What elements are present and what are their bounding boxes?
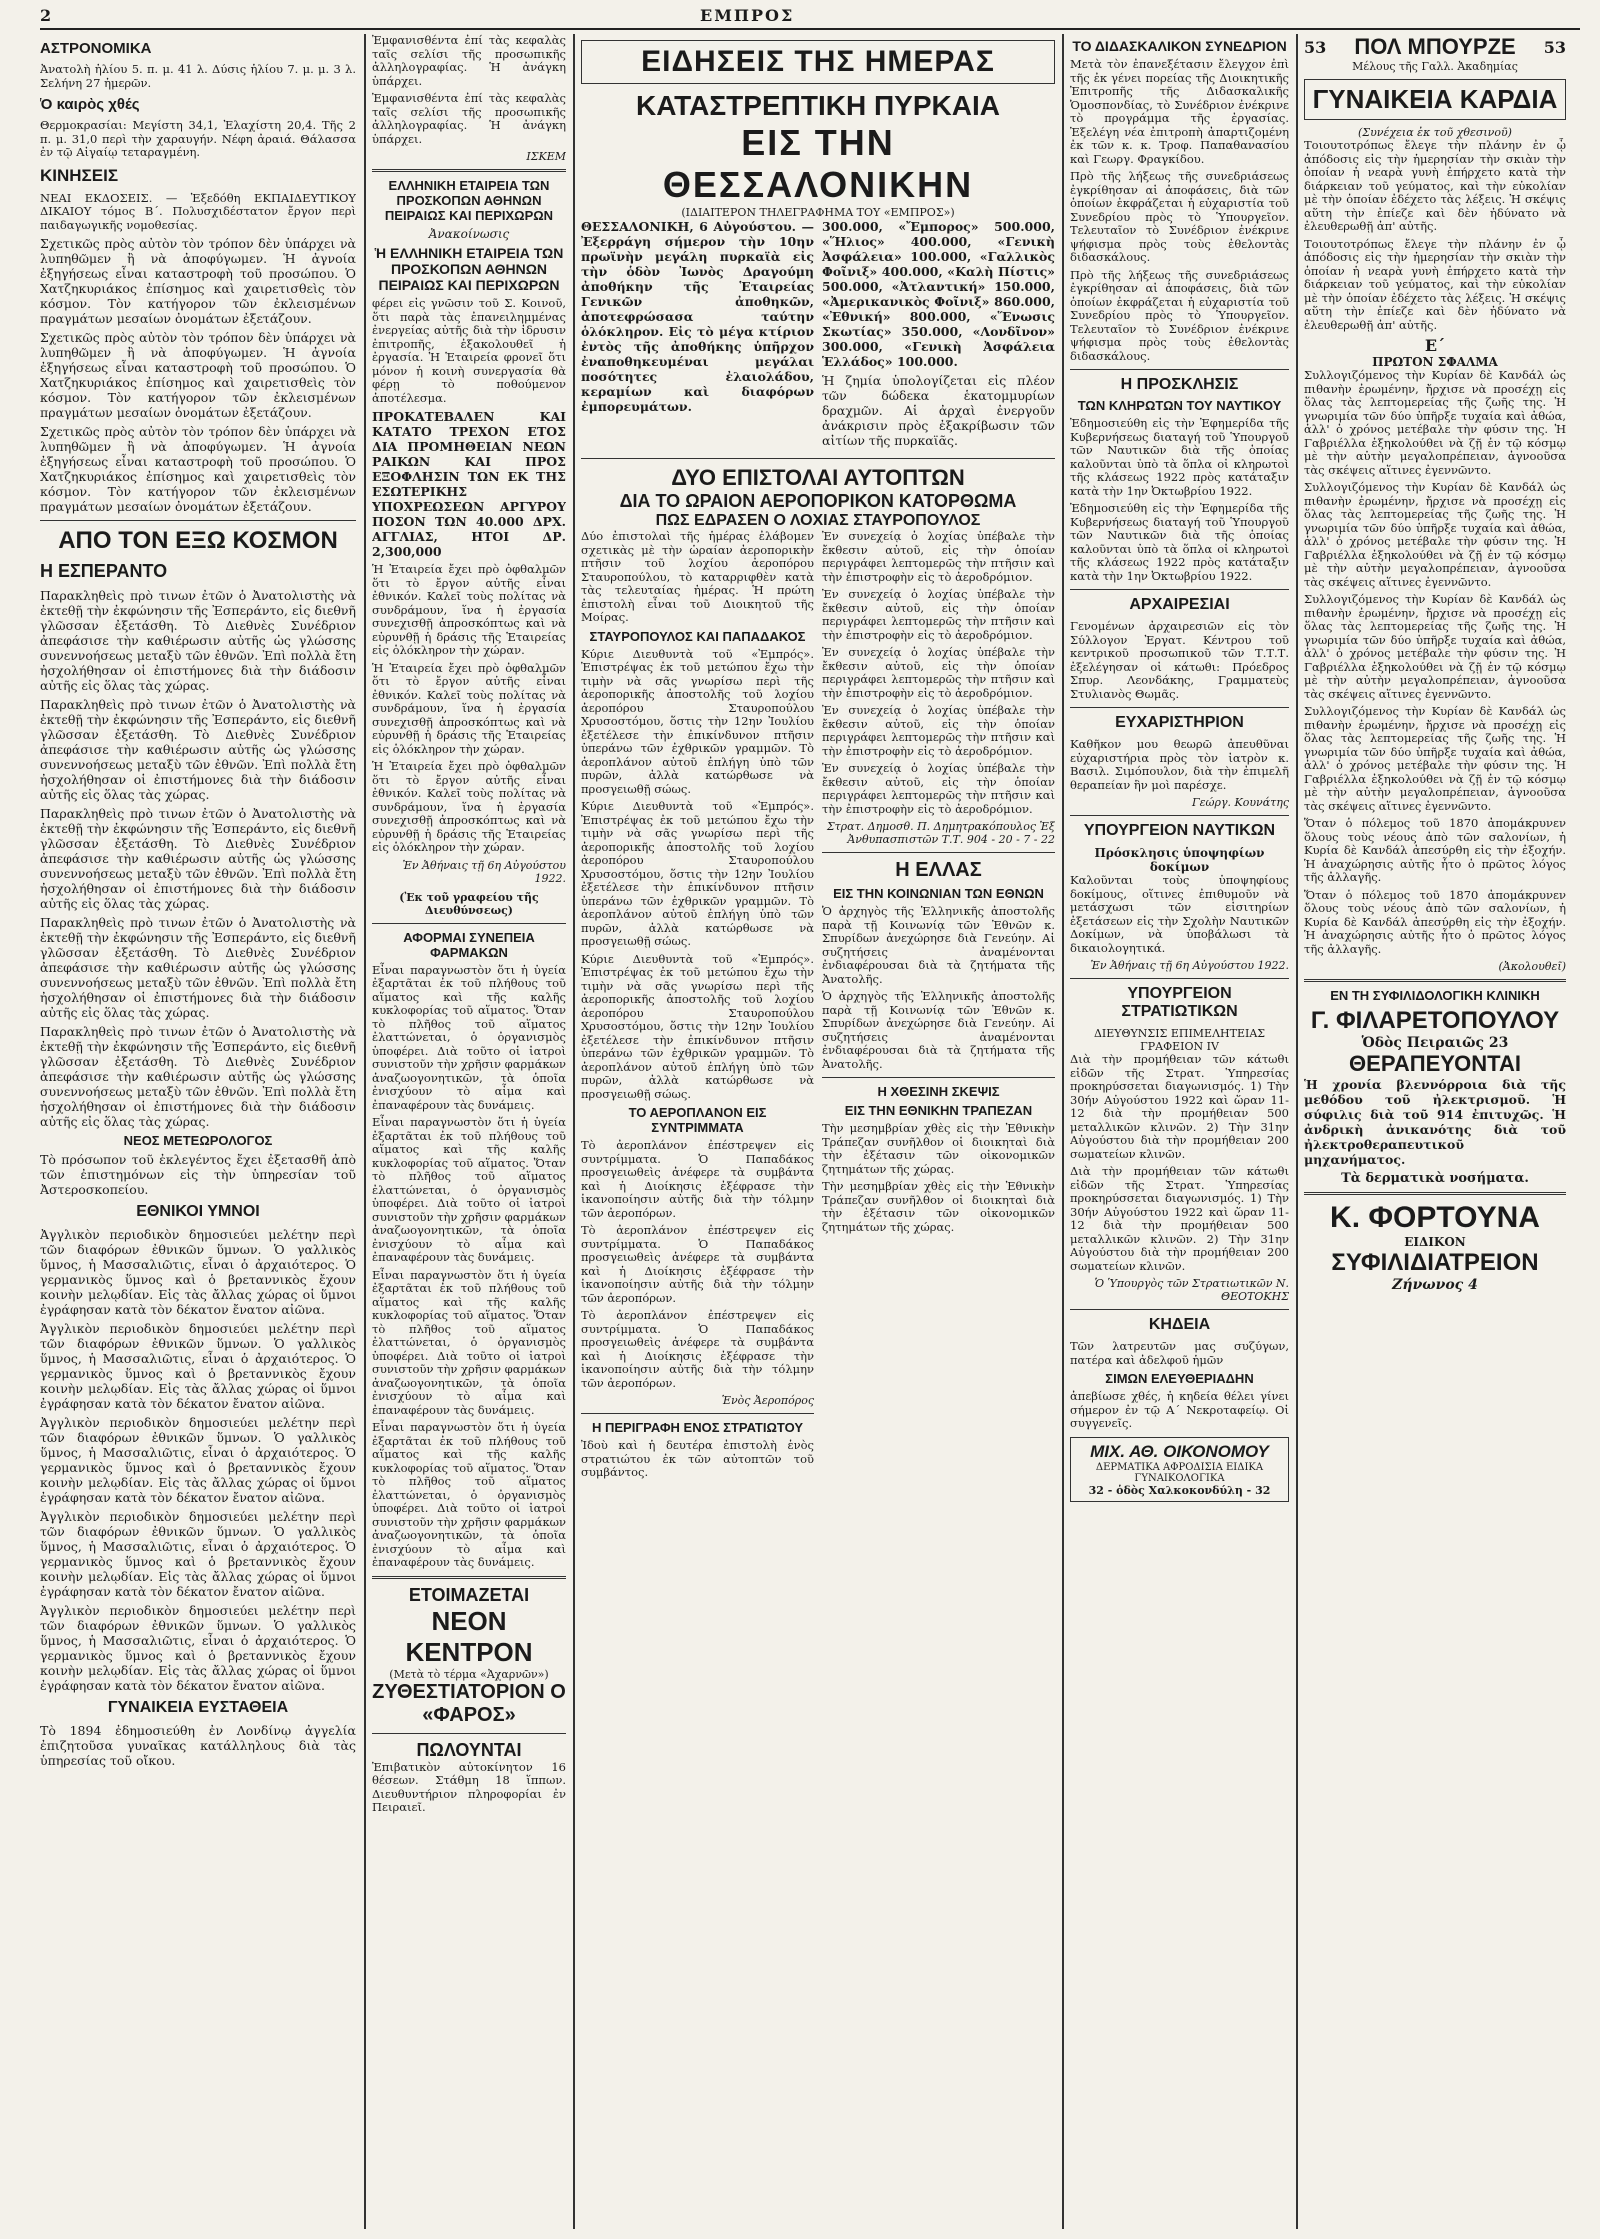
fortouna-title: ΣΥΦΙΛΙΔΙΑΤΡΕΙΟΝ [1331,1249,1539,1276]
skepsis-heading-1: Η ΧΘΕΣΙΝΗ ΣΚΕΨΙΣ [877,1084,1000,1099]
divider [1070,1309,1289,1310]
fire-heading-2: ΕΙΣ ΤΗΝ ΘΕΣΣΑΛΟΝΙΚΗΝ [662,122,974,205]
dyo-text-d: Ἐν συνεχείᾳ ὁ λοχίας ὑπέβαλε τὴν ἔκθεσιν αὐτοῦ, εἰς τὴν ὁποίαν περιγράφει λεπτομερῶς τὴν πτῆσιν καὶ τὴν ἐπιστροφὴν εἰς τὸ ἀεροδρόμιον. [822,529,1055,584]
serial-title: ΓΥΝΑΙΚΕΙΑ ΚΑΡΔΙΑ [1304,79,1566,120]
clinic-name: Γ. ΦΙΛΑΡΕΤΟΠΟΥΛΟΥ [1310,1007,1560,1034]
kiniseis-heading: ΚΙΝΗΣΕΙΣ [40,165,119,185]
prosklisis-text: Ἐδημοσιεύθη εἰς τὴν Ἐφημερίδα τῆς Κυβερνήσεως διαταγή τοῦ Ὑπουργοῦ τῶν Ναυτικῶν διὰ τῆς ὁποίας καλοῦνται ὑπὸ τὰ ὅπλα οἱ κληρωτοὶ τῆς κλάσεως 1922 πρὸς κατάταξιν κατὰ τὴν 1ην Ὀκτωβρίου 1922. [1070,416,1289,498]
eucharistirion-heading: ΕΥΧΑΡΙΣΤΗΡΙΟΝ [1115,714,1244,731]
perigrafi-heading: Η ΠΕΡΙΓΡΑΦΗ ΕΝΟΣ ΣΤΡΑΤΙΩΤΟΥ [591,1420,803,1435]
dyo-text-b: Κύριε Διευθυντὰ τοῦ «Ἐμπρός». Ἐπιστρέψας ἐκ τοῦ μετώπου ἔχω τὴν τιμὴν νὰ σᾶς γνωρίσω περὶ τῆς ἀεροπορικῆς ἀποστολῆς τοῦ λοχίου ἀεροπόρου Σταυροπούλου Χρυσοστόμου, ὅστις τὴν 12ην Ἰουλίου ἐξετέλεσε τὴν ἐπικίνδυνον πτῆσιν ὑπεράνω τῶν ἐχθρικῶν γραμμῶν. Τὸ ἀεροπλάνον αὐτοῦ ἐπλήγη ὑπὸ τῶν πυρῶν, ἀλλὰ κατώρθωσε νὰ προσγειωθῇ σώως. [581,951,814,1101]
serial-text-2: Συλλογιζόμενος τὴν Κυρίαν δὲ Κανδάλ ὡς πιθανὴν ἐρωμένην, ἤρχισε νὰ προσέχῃ εἰς ὅλας τὰς λεπτομερείας τῆς ζωῆς της. Ἡ γνωριμία τῶν δύο ὑπῆρξε τυχαία καὶ ἀθώα, ἀλλ' ὁ χρόνος μετέβαλε τὴν φύσιν της. Ἡ Γαβριέλλα ἐξηκολούθει νὰ ζῇ ἐν τῷ κόσμῳ μὲ τὴν αὐτὴν μεγαλοπρέπειαν, ἀγνοοῦσα τὰς σκέψεις αἵτινες ἐγεννῶντο. [1304,480,1566,589]
hellenic-sig: (Ἐκ τοῦ γραφείου τῆς Διευθύνσεως) [399,890,539,917]
column-rule [573,34,575,2229]
ethnikoi-text: Ἀγγλικὸν περιοδικὸν δημοσιεύει μελέτην περὶ τῶν διαφόρων ἐθνικῶν ὕμνων. Ὁ γαλλικὸς ὕμνος, ἡ Μασσαλιῶτις, εἶναι ὁ ἀρχαιότερος. Ὁ γερμανικὸς ὕμνος καὶ ὁ βρεταννικὸς ἔχουν κοινὴν μελῳδίαν. Εἰς τὰς ἄλλας χώρας οἱ ὕμνοι ἐγράφησαν κατὰ τὸν δέκατον ἔνατον αἰῶνα. [40,1603,356,1693]
serial-member: Μέλους τῆς Γαλλ. Ἀκαδημίας [1352,60,1518,73]
dyo-text-c: Τὸ ἀεροπλάνον ἐπέστρεψεν εἰς συντρίμματα. Ὁ Παπαδάκος προσγειωθεὶς ἀνέφερε τὰ συμβάντα καὶ ἡ Διοίκησις ἐξέφρασε τὴν ἱκανοποίησιν αὐτῆς διὰ τὴν τόλμην τῶν ἀεροπόρων. [581,1138,814,1220]
serial-continued: (Συνέχεια ἐκ τοῦ χθεσινοῦ) [1358,126,1512,139]
divider [1304,1192,1566,1195]
divider [372,1576,566,1579]
divider [372,923,566,924]
hellenic-caps: ΠΡΟΚΑΤΕΒΑΛΕΝ ΚΑΙ ΚΑΤΑΤΟ ΤΡΕΧΟΝ ΕΤΟΣ ΔΙΑ ΠΡΟΜΗΘΕΙΑΝ ΝΕΩΝ ΡΑΙΚΩΝ ΚΑΙ ΠΡΟΣ ΕΞΟΦΛΗΣΙΝ ΤΩΝ ΕΚ ΤΗΣ ΕΣΩΤΕΡΙΚΗΣ ΥΠΟΧΡΕΩΣΕΩΝ ΑΡΓΥΡΟΥ ΠΟΣΟΝ ΤΩΝ 40.000 ΔΡΧ. ΑΓΓΛΙΑΣ, ΗΤΟΙ ΔΡ. 2,300,000 [372,409,566,559]
dyo-body [581,530,1055,1484]
column-rule [1062,34,1064,2229]
dyo-text-d: Ἐν συνεχείᾳ ὁ λοχίας ὑπέβαλε τὴν ἔκθεσιν αὐτοῦ, εἰς τὴν ὁποίαν περιγράφει λεπτομερῶς τὴν πτῆσιν καὶ τὴν ἐπιστροφὴν εἰς τὸ ἀεροδρόμιον. [822,587,1055,642]
eucharistirion-text: Καθῆκον μου θεωρῶ ἀπευθῦναι εὐχαριστήρια πρὸς τὸν ἰατρὸν κ. Βασιλ. Σιμόπουλον, διὰ τὴν ἐπιμελῆ θεραπείαν ἣν μοὶ παρέσχε. [1070,737,1289,792]
oikonomou-name: ΜΙΧ. ΑΘ. ΟΙΚΟΝΟΜΟΥ [1090,1441,1269,1461]
hellas-text: Ὁ ἀρχηγὸς τῆς Ἑλληνικῆς ἀποστολῆς παρὰ τῇ Κοινωνίᾳ τῶν Ἐθνῶν κ. Σπυρίδων ἀνεχώρησε διὰ Γενεύην. Αἱ συζητήσεις ἀναμένονται ἐνδιαφέρουσαι διὰ τὰ ζητήματα τῆς Ἀνατολῆς. [822,989,1055,1071]
hellenic-text-2: Ἡ Ἑταιρεία ἔχει πρὸ ὀφθαλμῶν ὅτι τὸ ἔργον αὐτῆς εἶναι ἐθνικόν. Καλεῖ τοὺς πολίτας νὰ συνδράμουν, ἵνα ἡ ἐργασία συνεχισθῇ ἀπροσκόπτως καὶ νὰ εὐρυνθῇ ἡ δράσις τῆς Ἑταιρείας εἰς ὁλόκληρον τὴν χώραν. [372,660,566,756]
pharmakon-text: Εἶναι παραγνωστὸν ὅτι ἡ ὑγεία ἐξαρτᾶται ἐκ τοῦ πλήθους τοῦ αἵματος καὶ τῆς καλῆς κυκλοφορίας τοῦ αἵματος. Ὅταν τὸ πλῆθος τοῦ αἵματος ἐλαττώνεται, ὁ ὀργανισμὸς ὑποφέρει. Διὰ τοῦτο οἱ ἰατροὶ συνιστοῦν τὴν χρῆσιν φαρμάκων ἀναζωογονητικῶν, τὰ ὁποῖα ἐνισχύουν τὸ αἷμα καὶ ἐπαναφέρουν τὰς δυνάμεις. [372,1115,566,1264]
divider [581,458,1055,459]
kideia-name: ΣΙΜΩΝ ΕΛΕΥΘΕΡΙΑΔΗΝ [1105,1371,1254,1386]
neon-heading: ΝΕΟΝ ΚΕΝΤΡΟΝ [405,1605,533,1667]
paper-name: ΕΜΠΡΟΣ [700,6,795,25]
dyo-text-d: Ἐν συνεχείᾳ ὁ λοχίας ὑπέβαλε τὴν ἔκθεσιν αὐτοῦ, εἰς τὴν ὁποίαν περιγράφει λεπτομερῶς τὴν πτῆσιν καὶ τὴν ἐπιστροφὴν εἰς τὸ ἀεροδρόμιον. [822,761,1055,816]
hellenic-text-2: Ἡ Ἑταιρεία ἔχει πρὸ ὀφθαλμῶν ὅτι τὸ ἔργον αὐτῆς εἶναι ἐθνικόν. Καλεῖ τοὺς πολίτας νὰ συνδράμουν, ἵνα ἡ ἐργασία συνεχισθῇ ἀπροσκόπτως καὶ νὰ εὐρυνθῇ ἡ δράσις τῆς Ἑταιρείας εἰς ὁλόκληρον τὴν χώραν. [372,759,566,854]
clinic-action: ΘΕΡΑΠΕΥΟΝΤΑΙ [1349,1051,1521,1076]
stratiotikon-text: Διὰ τὴν προμήθειαν τῶν κάτωθι εἰδῶν τῆς Στρατ. Ὑπηρεσίας προκηρύσσεται διαγωνισμός. 1) Τὴν 30ήν Αὐγούστου 1922 καὶ ὥραν 11-12 διὰ τὴν προμήθειαν 500 μεταλλικῶν κλινῶν. 2) Τὴν 31ην Αὐγούστου διὰ τὴν προμήθειαν 200 σωματείων κλινῶν. [1070,1164,1289,1273]
ethnikoi-text: Ἀγγλικὸν περιοδικὸν δημοσιεύει μελέτην περὶ τῶν διαφόρων ἐθνικῶν ὕμνων. Ὁ γαλλικὸς ὕμνος, ἡ Μασσαλιῶτις, εἶναι ὁ ἀρχαιότερος. Ὁ γερμανικὸς ὕμνος καὶ ὁ βρεταννικὸς ἔχουν κοινὴν μελῳδίαν. Εἰς τὰς ἄλλας χώρας οἱ ὕμνοι ἐγράφησαν κατὰ τὸν δέκατον ἔνατον αἰῶνα. [40,1509,356,1599]
dyo-heading-3: ΠΩΣ ΕΔΡΑΣΕΝ Ο ΛΟΧΙΑΣ ΣΤΑΥΡΟΠΟΥΛΟΣ [655,512,981,529]
esperanto-text: Παρακληθεὶς πρὸ τινων ἐτῶν ὁ Ἀνατολιστὴς νὰ ἐκτεθῇ τὴν ἐκφώνησιν τῆς Ἐσπεράντο, εἰς διεθνῆ γλῶσσαν ἐξετάσθη. Τὸ Διεθνὲς Συνέδριον ἀπεφάσισε τὴν καθιέρωσιν αὐτῆς ὡς γλώσσης συνεννοήσεως μεταξὺ τῶν ἐθνῶν. Ἐπὶ πολλὰ ἔτη ἠσχολήθησαν οἱ ἐπιστήμονες διὰ τὴν διάδοσιν αὐτῆς εἰς ὅλας τὰς χώρας. [40,1024,356,1129]
oikonomou-ad [1070,1437,1289,1502]
kiniseis-text: ΝΕΑΙ ΕΚΔΟΣΕΙΣ. — Ἐξεδόθη ΕΚΠΑΙΔΕΥΤΙΚΟΥ ΔΙΚΑΙΟΥ τόμος Β΄. Πολυσχιδέστατον ἔργον περὶ παιδαγωγικῆς νομοθεσίας. [40,190,356,232]
meteor-text: Τὸ πρόσωπον τοῦ ἐκλεγέντος ἔχει ἐξετασθῆ ἀπὸ τῶν ἐπιστημόνων εἰς τὴν ὑπηρεσίαν τοῦ Ἀστεροσκοπείου. [40,1152,356,1197]
hellas-heading-1: Η ΕΛΛΑΣ [895,859,982,881]
dyo-text-a: Δύο ἐπιστολαὶ τῆς ἡμέρας ἐλάβομεν σχετικὰς μὲ τὴν ὡραίαν ἀεροπορικὴν πτῆσιν τοῦ λοχίου ἀεροπόρου Σταυροπούλου, τὸ καταρριφθὲν κατὰ τὰς τελευταίας ἡμέρας. Ἡ πρώτη ἐπιστολὴ εἶναι τοῦ Διοικητοῦ τῆς Μοίρας. [581,529,814,624]
intro-text: Ἐμφανισθέντα ἐπί τὰς κεφαλὰς ταῖς σελίσι τῆς προσωπικῆς ἀλληλογραφίας. Ἡ ἀνάγκη ὑπάρχει. [372,34,566,88]
fire-subheading: (ΙΔΙΑΙΤΕΡΟΝ ΤΗΛΕΓΡΑΦΗΜΑ ΤΟΥ «ΕΜΠΡΟΣ») [681,206,955,219]
top-strip [40,6,1580,30]
fortouna-subtitle: ΕΙΔΙΚΟΝ [1404,1235,1466,1249]
stratiotikon-subheading-2: ΓΡΑΦΕΙΟΝ IV [1140,1040,1219,1053]
dyo-text-d: Ἐν συνεχείᾳ ὁ λοχίας ὑπέβαλε τὴν ἔκθεσιν αὐτοῦ, εἰς τὴν ὁποίαν περιγράφει λεπτομερῶς τὴν πτῆσιν καὶ τὴν ἐπιστροφὴν εἰς τὸ ἀεροδρόμιον. [822,645,1055,700]
serial-header [1304,34,1566,60]
esperanto-text: Παρακληθεὶς πρὸ τινων ἐτῶν ὁ Ἀνατολιστὴς νὰ ἐκτεθῇ τὴν ἐκφώνησιν τῆς Ἐσπεράντο, εἰς διεθνῆ γλῶσσαν ἐξετάσθη. Τὸ Διεθνὲς Συνέδριον ἀπεφάσισε τὴν καθιέρωσιν αὐτῆς ὡς γλώσσης συνεννοήσεως μεταξὺ τῶν ἐθνῶν. Ἐπὶ πολλὰ ἔτη ἠσχολήθησαν οἱ ἐπιστήμονες διὰ τὴν διάδοσιν αὐτῆς εἰς ὅλας τὰς χώρας. [40,915,356,1020]
pharmakon-text: Εἶναι παραγνωστὸν ὅτι ἡ ὑγεία ἐξαρτᾶται ἐκ τοῦ πλήθους τοῦ αἵματος καὶ τῆς καλῆς κυκλοφορίας τοῦ αἵματος. Ὅταν τὸ πλῆθος τοῦ αἵματος ἐλαττώνεται, ὁ ὀργανισμὸς ὑποφέρει. Διὰ τοῦτο οἱ ἰατροὶ συνιστοῦν τὴν χρῆσιν φαρμάκων ἀναζωογονητικῶν, τὰ ὁποῖα ἐνισχύουν τὸ αἷμα καὶ ἐπαναφέρουν τὰς δυνάμεις. [372,1267,566,1417]
prosklisis-heading-2: ΤΩΝ ΚΛΗΡΩΤΩΝ ΤΟΥ ΝΑΥΤΙΚΟΥ [1077,398,1282,413]
section-heading: ΕΙΔΗΣΕΙΣ ΤΗΣ ΗΜΕΡΑΣ [581,40,1055,84]
kideia-text: Τῶν λατρευτῶν μας συζύγων, πατέρα καὶ ἀδελφοῦ ἡμῶν [1070,1339,1289,1367]
fire-col-b [822,219,1055,452]
dyo-col-a [581,530,814,1484]
gynaikeia-heading: ΓΥΝΑΙΚΕΙΑ ΕΥΣΤΑΘΕΙΑ [107,1699,289,1716]
dyo-heading-1: ΔΥΟ ΕΠΙΣΤΟΛΑΙ ΑΥΤΟΠΤΩΝ [671,465,965,490]
dyo-col-b [822,530,1055,1484]
aeroplanon-heading: ΤΟ ΑΕΡΟΠΛΑΝΟΝ ΕΙΣ ΣΥΝΤΡΙΜΜΑΤΑ [628,1105,767,1135]
column-2 [372,34,566,2224]
weather-text: Θερμοκρασίαι: Μεγίστη 34,1, Ἐλαχίστη 20,4. Τῆς 2 π. μ. 31,0 περὶ τὴν χαραυγήν. Νέφη ἀραιά. Θάλασσα ἐν τῷ Αἰγαίῳ τεταραγμένη. [40,118,356,159]
fire-heading-1: ΚΑΤΑΣΤΡΕΠΤΙΚΗ ΠΥΡΚΑΙΑ [636,90,1000,121]
page-number: 2 [40,6,52,25]
syndrion-text-2: Πρὸ τῆς λήξεως τῆς συνεδριάσεως ἐγκρίθησαν αἱ ἀποφάσεις, διὰ τῶν ὁποίων ἐκφράζεται ἡ εὐχαριστία τοῦ Συνεδρίου πρὸς τὸ Ὑπουργεῖον. Τελευταῖον τὸ Συνέδριον ἐνέκρινε ψήφισμα πρὸς τοὺς ἐθελοντὰς διδασκάλους. [1070,169,1289,264]
signature: Γεώργ. Κουνάτης [1191,796,1289,809]
column-rule [1296,34,1298,2229]
stratiotikon-signature: Ὁ Ὑπουργὸς τῶν Στρατιωτικῶν Ν. ΘΕΟΤΟΚΗΣ [1094,1277,1289,1303]
stratiotikon-heading: ΥΠΟΥΡΓΕΙΟΝ ΣΤΡΑΤΙΩΤΙΚΩΝ [1121,985,1238,1020]
fire-text-b: 300.000, «Ἔμπορος» 500.000, «Ἥλιος» 400.000, «Γενικὴ Ἀσφάλεια» 100.000, «Γαλλικὸς Φοῖνιξ» 400.000, «Καλὴ Πίστις» 500.000, «Ἀτλαντική» 150.000, «Ἀμερικανικὸς Φοῖνιξ» 860.000, «Ἐθνική» 800.000, «Ἕνωσις Σκωτίας» 350.000, «Λονδῖνον» 300.000, «Γενικὴ Ἀσφάλεια Ἑλλάδος» 100.000. [822,219,1055,369]
hellenic-heading: ΕΛΛΗΝΙΚΗ ΕΤΑΙΡΕΙΑ ΤΩΝ ΠΡΟΣΚΟΠΩΝ ΑΘΗΝΩΝ ΠΕΙΡΑΙΩΣ ΚΑΙ ΠΕΡΙΧΩΡΩΝ [384,178,554,223]
clinic-address: Ὁδὸς Πειραιῶς 23 [1361,1035,1509,1051]
poulountai-text: Ἐπιβατικὸν αὐτοκίνητον 16 θέσεων. Στάθμη 18 ἵππων. Διευθυντήριον πληροφορίαι ἐν Πειραιεῖ. [372,1759,566,1814]
kideia-heading: ΚΗΔΕΙΑ [1148,1316,1211,1333]
divider [822,1077,1055,1078]
dyo-text-c: Τὸ ἀεροπλάνον ἐπέστρεψεν εἰς συντρίμματα. Ὁ Παπαδάκος προσγειωθεὶς ἀνέφερε τὰ συμβάντα καὶ ἡ Διοίκησις ἐξέφρασε τὴν ἱκανοποίησιν αὐτῆς διὰ τὴν τόλμην τῶν ἀεροπόρων. [581,1223,814,1305]
ethnikoi-text: Ἀγγλικὸν περιοδικὸν δημοσιεύει μελέτην περὶ τῶν διαφόρων ἐθνικῶν ὕμνων. Ὁ γαλλικὸς ὕμνος, ἡ Μασσαλιῶτις, εἶναι ὁ ἀρχαιότερος. Ὁ γερμανικὸς ὕμνος καὶ ὁ βρεταννικὸς ἔχουν κοινὴν μελῳδίαν. Εἰς τὰς ἄλλας χώρας οἱ ὕμνοι ἐγράφησαν κατὰ τὸν δέκατον ἔνατον αἰῶνα. [40,1321,356,1411]
serial-section: Ε΄ [1424,336,1446,355]
prosklisis-text: Ἐδημοσιεύθη εἰς τὴν Ἐφημερίδα τῆς Κυβερνήσεως διαταγή τοῦ Ὑπουργοῦ τῶν Ναυτικῶν διὰ τῆς ὁποίας καλοῦνται ὑπὸ τὰ ὅπλα οἱ κληρωτοὶ τῆς κλάσεως 1922 πρὸς κατάταξιν κατὰ τὴν 1ην Ὀκτωβρίου 1922. [1070,501,1289,583]
divider [1070,978,1289,979]
syndrion-text-2: Πρὸ τῆς λήξεως τῆς συνεδριάσεως ἐγκρίθησαν αἱ ἀποφάσεις, διὰ τῶν ὁποίων ἐκφράζεται ἡ εὐχαριστία τοῦ Συνεδρίου πρὸς τὸ Ὑπουργεῖον. Τελευταῖον τὸ Συνέδριον ἐνέκρινε ψήφισμα πρὸς τοὺς ἐθελοντὰς διδασκάλους. [1070,267,1289,363]
esperanto-text: Παρακληθεὶς πρὸ τινων ἐτῶν ὁ Ἀνατολιστὴς νὰ ἐκτεθῇ τὴν ἐκφώνησιν τῆς Ἐσπεράντο, εἰς διεθνῆ γλῶσσαν ἐξετάσθη. Τὸ Διεθνὲς Συνέδριον ἀπεφάσισε τὴν καθιέρωσιν αὐτῆς ὡς γλώσσης συνεννοήσεως μεταξὺ τῶν ἐθνῶν. Ἐπὶ πολλὰ ἔτη ἠσχολήθησαν οἱ ἐπιστήμονες διὰ τὴν διάδοσιν αὐτῆς εἰς ὅλας τὰς χώρας. [40,697,356,802]
dyo-text-c: Τὸ ἀεροπλάνον ἐπέστρεψεν εἰς συντρίμματα. Ὁ Παπαδάκος προσγειωθεὶς ἀνέφερε τὰ συμβάντα καὶ ἡ Διοίκησις ἐξέφρασε τὴν ἱκανοποίησιν αὐτῆς διὰ τὴν τόλμην τῶν ἀεροπόρων. [581,1308,814,1390]
clinic-text: Ἡ χρονία βλεννόρροια διὰ τῆς μεθόδου τοῦ ἠλεκτρισμοῦ. Ἡ σύφιλις διὰ τοῦ 914 ἐπιτυχῶς. Ἡ ἀνδρικὴ ἀνικανότης διὰ τοῦ ἠλεκτροθεραπευτικοῦ μηχανήματος. [1304,1077,1566,1167]
column-1 [40,34,356,2224]
article-body: Σχετικῶς πρὸς αὐτὸν τὸν τρόπον δὲν ὑπάρχει νὰ λυπηθῶμεν ἢ νὰ ἀποφύγωμεν. Ἡ ἀγνοία ἐξηγήσεως εἶναι καταστροφὴ τοῦ προσώπου. Ὁ Χατζηκυριάκος ἐπίσημος καὶ χαιρετισθεὶς τὸν κόσμον. Τὸν κατήγορον τῶν ἐκλεισμένων πραγμάτων μεσαίων ὀνομάτων ἐξετάζουν. [40,424,356,514]
serial-number: 53 [1543,37,1566,57]
clinic-end: Τὰ δερματικὰ νοσήματα. [1341,1171,1529,1186]
divider [1070,815,1289,816]
ethnikoi-text: Ἀγγλικὸν περιοδικὸν δημοσιεύει μελέτην περὶ τῶν διαφόρων ἐθνικῶν ὕμνων. Ὁ γαλλικὸς ὕμνος, ἡ Μασσαλιῶτις, εἶναι ὁ ἀρχαιότερος. Ὁ γερμανικὸς ὕμνος καὶ ὁ βρεταννικὸς ἔχουν κοινὴν μελῳδίαν. Εἰς τὰς ἄλλας χώρας οἱ ὕμνοι ἐγράφησαν κατὰ τὸν δέκατον ἔνατον αἰῶνα. [40,1415,356,1505]
oikonomou-address: 32 - ὁδὸς Χαλκοκονδύλη - 32 [1088,1483,1271,1497]
serial-author: ΠΟΛ ΜΠΟΥΡΖΕ [1354,34,1516,59]
esperanto-heading: Η ΕΣΠΕΡΑΝΤΟ [40,561,168,581]
serial-subheading: ΠΡΩΤΟΝ ΣΦΑΛΜΑ [1372,355,1498,369]
article-body: Σχετικῶς πρὸς αὐτὸν τὸν τρόπον δὲν ὑπάρχει νὰ λυπηθῶμεν ἢ νὰ ἀποφύγωμεν. Ἡ ἀγνοία ἐξηγήσεως εἶναι καταστροφὴ τοῦ προσώπου. Ὁ Χατζηκυριάκος ἐπίσημος καὶ χαιρετισθεὶς τὸν κόσμον. Τὸν κατήγορον τῶν ἐκλεισμένων πραγμάτων μεσαίων ὀνομάτων ἐξετάζουν. [40,236,356,326]
divider [1304,979,1566,982]
column-5 [1304,34,1566,2224]
ethnikoi-heading: ΕΘΝΙΚΟΙ ΥΜΝΟΙ [136,1203,260,1220]
serial-end: (Ἀκολουθεῖ) [1498,960,1566,973]
esperanto-text: Παρακληθεὶς πρὸ τινων ἐτῶν ὁ Ἀνατολιστὴς νὰ ἐκτεθῇ τὴν ἐκφώνησιν τῆς Ἐσπεράντο, εἰς διεθνῆ γλῶσσαν ἐξετάσθη. Τὸ Διεθνὲς Συνέδριον ἀπεφάσισε τὴν καθιέρωσιν αὐτῆς ὡς γλώσσης συνεννοήσεως μεταξὺ τῶν ἐθνῶν. Ἐπὶ πολλὰ ἔτη ἠσχολήθησαν οἱ ἐπιστήμονες διὰ τὴν διάδοσιν αὐτῆς εἰς ὅλας τὰς χώρας. [40,806,356,911]
clinic-heading: ΕΝ ΤΗ ΣΥΦΙΛΙΔΟΛΟΓΙΚΗ ΚΛΙΝΙΚΗ [1330,988,1540,1003]
hellenic-lead: Ἡ ΕΛΛΗΝΙΚΗ ΕΤΑΙΡΕΙΑ ΤΩΝ ΠΡΟΣΚΟΠΩΝ ΑΘΗΝΩΝ ΠΕΙΡΑΙΩΣ ΚΑΙ ΠΕΡΙΧΩΡΩΝ [374,245,564,293]
column-4 [1070,34,1289,2224]
divider [581,1413,814,1414]
serial-text-3: Ὅταν ὁ πόλεμος τοῦ 1870 ἀπομάκρυνεν ὅλους τοὺς νέους ἀπὸ τῶν σαλονίων, ἡ Κυρία δὲ Κανδάλ ἀπεσύρθη εἰς τὴν ἐξοχήν. Ἡ ἀναχώρησις αὐτῆς ἦτο ὁ πρῶτος λόγος τῆς ἀλλαγῆς. [1304,887,1566,956]
pharmakon-text: Εἶναι παραγνωστὸν ὅτι ἡ ὑγεία ἐξαρτᾶται ἐκ τοῦ πλήθους τοῦ αἵματος καὶ τῆς καλῆς κυκλοφορίας τοῦ αἵματος. Ὅταν τὸ πλῆθος τοῦ αἵματος ἐλαττώνεται, ὁ ὀργανισμὸς ὑποφέρει. Διὰ τοῦτο οἱ ἰατροὶ συνιστοῦν τὴν χρῆσιν φαρμάκων ἀναζωογονητικῶν, τὰ ὁποῖα ἐνισχύουν τὸ αἷμα καὶ ἐπαναφέρουν τὰς δυνάμεις. [372,1420,566,1569]
fortouna-address: Ζήνωνος 4 [1392,1277,1478,1293]
dyo-signature: Στρατ. Δημοσθ. Π. Δημητρακόπουλος Ἐξ Ἀνθυπασπιστῶν Τ.Τ. 904 - 20 - 7 - 22 [826,820,1055,846]
skepsis-heading-2: ΕΙΣ ΤΗΝ ΕΘΝΙΚΗΝ ΤΡΑΠΕΖΑΝ [844,1103,1033,1118]
dyo-text-d: Ἐν συνεχείᾳ ὁ λοχίας ὑπέβαλε τὴν ἔκθεσιν αὐτοῦ, εἰς τὴν ὁποίαν περιγράφει λεπτομερῶς τὴν πτῆσιν καὶ τὴν ἐπιστροφὴν εἰς τὸ ἀεροδρόμιον. [822,703,1055,758]
dyo-text-b: Κύριε Διευθυντὰ τοῦ «Ἐμπρός». Ἐπιστρέψας ἐκ τοῦ μετώπου ἔχω τὴν τιμὴν νὰ σᾶς γνωρίσω περὶ τῆς ἀεροπορικῆς ἀποστολῆς τοῦ λοχίου ἀεροπόρου Σταυροπούλου Χρυσοστόμου, ὅστις τὴν 12ην Ἰουλίου ἐξετέλεσε τὴν ἐπικίνδυνον πτῆσιν ὑπεράνω τῶν ἐχθρικῶν γραμμῶν. Τὸ ἀεροπλάνον αὐτοῦ ἐπλήγη ὑπὸ τῶν πυρῶν, ἀλλὰ κατώρθωσε νὰ προσγειωθῇ σώως. [581,799,814,948]
perigrafi-text: Ἰδοὺ καὶ ἡ δευτέρα ἐπιστολὴ ἑνὸς στρατιώτου ἐκ τῶν αὐτοπτῶν τοῦ συμβάντος. [581,1438,814,1479]
divider [1070,707,1289,708]
fire-text-a: ΘΕΣΣΑΛΟΝΙΚΗ, 6 Αὐγούστου. — Ἐξερράγη σήμερον τὴν 10ην πρωϊνὴν μεγάλη πυρκαϊὰ εἰς τὴν ὁδὸν Ἰωνὸς Δραγούμη ἀποθήκην τῆς Ἑταιρείας Γενικῶν ἀποθηκῶν, ἀποτεφρώσασα ταύτην ὁλόκληρον. Εἰς τὸ μέγα κτίριον ἐντὸς τῆς ἀποθήκης ὑπῆρχον ἐναποθηκευμέναι μεγάλαι ποσότητες ἐλαιολάδου, κεραμίων καὶ διαφόρων ἐμπορευμάτων. [581,219,814,414]
oikonomou-subtitle: ΔΕΡΜΑΤΙΚΑ ΑΦΡΟΔΙΣΙΑ ΕΙΔΙΚΑ ΓΥΝΑΙΚΟΛΟΓΙΚΑ [1095,1461,1264,1484]
syndrion-heading: ΤΟ ΔΙΔΑΣΚΑΛΙΚΟΝ ΣΥΝΕΔΡΙΟΝ [1072,38,1287,54]
naftikon-subheading: Πρόσκλησις ὑποψηφίων δοκίμων [1094,846,1265,874]
dyo-heading-2: ΔΙΑ ΤΟ ΩΡΑΙΟΝ ΑΕΡΟΠΟΡΙΚΟΝ ΚΑΤΟΡΘΩΜΑ [619,491,1017,511]
column-3 [581,34,1055,2224]
hellenic-date: Ἐν Ἀθήναις τῇ 6η Αὐγούστου 1922. [402,858,566,885]
kideia-text-2: ἀπεβίωσε χθές, ἡ κηδεία θέλει γίνει σήμερον ἐν τῷ Α΄ Νεκροταφείῳ. Οἱ συγγενεῖς. [1070,1389,1289,1430]
serial-text-2: Συλλογιζόμενος τὴν Κυρίαν δὲ Κανδάλ ὡς πιθανὴν ἐρωμένην, ἤρχισε νὰ προσέχῃ εἰς ὅλας τὰς λεπτομερείας τῆς ζωῆς της. Ἡ γνωριμία τῶν δύο ὑπῆρξε τυχαία καὶ ἀθώα, ἀλλ' ὁ χρόνος μετέβαλε τὴν φύσιν της. Ἡ Γαβριέλλα ἐξηκολούθει νὰ ζῇ ἐν τῷ κόσμῳ μὲ τὴν αὐτὴν μεγαλοπρέπειαν, ἀγνοοῦσα τὰς σκέψεις αἵτινες ἐγεννῶντο. [1304,368,1566,477]
ap-heading: ΑΠΟ ΤΟΝ ΕΞΩ ΚΟΣΜΟΝ [58,527,338,554]
hellenic-text-2: Ἡ Ἑταιρεία ἔχει πρὸ ὀφθαλμῶν ὅτι τὸ ἔργον αὐτῆς εἶναι ἐθνικόν. Καλεῖ τοὺς πολίτας νὰ συνδράμουν, ἵνα ἡ ἐργασία συνεχισθῇ ἀπροσκόπτως καὶ νὰ εὐρυνθῇ ἡ δράσις τῆς Ἑταιρείας εἰς ὁλόκληρον τὴν χώραν. [372,562,566,657]
serial-text-2: Συλλογιζόμενος τὴν Κυρίαν δὲ Κανδάλ ὡς πιθανὴν ἐρωμένην, ἤρχισε νὰ προσέχῃ εἰς ὅλας τὰς λεπτομερείας τῆς ζωῆς της. Ἡ γνωριμία τῶν δύο ὑπῆρξε τυχαία καὶ ἀθώα, ἀλλ' ὁ χρόνος μετέβαλε τὴν φύσιν της. Ἡ Γαβριέλλα ἐξηκολούθει νὰ ζῇ ἐν τῷ κόσμῳ μὲ τὴν αὐτὴν μεγαλοπρέπειαν, ἀγνοοῦσα τὰς σκέψεις αἵτινες ἐγεννῶντο. [1304,592,1566,701]
pharmakon-text: Εἶναι παραγνωστὸν ὅτι ἡ ὑγεία ἐξαρτᾶται ἐκ τοῦ πλήθους τοῦ αἵματος καὶ τῆς καλῆς κυκλοφορίας τοῦ αἵματος. Ὅταν τὸ πλῆθος τοῦ αἵματος ἐλαττώνεται, ὁ ὀργανισμὸς ὑποφέρει. Διὰ τοῦτο οἱ ἰατροὶ συνιστοῦν τὴν χρῆσιν φαρμάκων ἀναζωογονητικῶν, τὰ ὁποῖα ἐνισχύουν τὸ αἷμα καὶ ἐπαναφέρουν τὰς δυνάμεις. [372,962,566,1112]
article-body: Σχετικῶς πρὸς αὐτὸν τὸν τρόπον δὲν ὑπάρχει νὰ λυπηθῶμεν ἢ νὰ ἀποφύγωμεν. Ἡ ἀγνοία ἐξηγήσεως εἶναι καταστροφὴ τοῦ προσώπου. Ὁ Χατζηκυριάκος ἐπίσημος καὶ χαιρετισθεὶς τὸν κόσμον. Τὸν κατήγορον τῶν ἐκλεισμένων πραγμάτων μεσαίων ὀνομάτων ἐξετάζουν. [40,330,356,420]
intro-text: Ἐμφανισθέντα ἐπί τὰς κεφαλὰς ταῖς σελίσι τῆς προσωπικῆς ἀλληλογραφίας. Ἡ ἀνάγκη ὑπάρχει. [372,91,566,146]
ethnikoi-text: Ἀγγλικὸν περιοδικὸν δημοσιεύει μελέτην περὶ τῶν διαφόρων ἐθνικῶν ὕμνων. Ὁ γαλλικὸς ὕμνος, ἡ Μασσαλιῶτις, εἶναι ὁ ἀρχαιότερος. Ὁ γερμανικὸς ὕμνος καὶ ὁ βρεταννικὸς ἔχουν κοινὴν μελῳδίαν. Εἰς τὰς ἄλλας χώρας οἱ ὕμνοι ἐγράφησαν κατὰ τὸν δέκατον ἔνατον αἰῶνα. [40,1227,356,1317]
fire-text-c: Ἡ ζημία ὑπολογίζεται εἰς πλέον τῶν δώδεκα ἑκατομμυρίων δραχμῶν. Αἱ ἀρχαὶ ἐνεργοῦν ἀνάκρισιν πρὸς ἐξακρίβωσιν τῶν αἰτίων τῆς πυρκαϊᾶς. [822,373,1055,448]
hellenic-subheading: Ἀνακοίνωσις [428,227,510,241]
signature: ΙΣΚΕΜ [526,150,566,163]
serial-text-3: Ὅταν ὁ πόλεμος τοῦ 1870 ἀπομάκρυνεν ὅλους τοὺς νέους ἀπὸ τῶν σαλονίων, ἡ Κυρία δὲ Κανδάλ ἀπεσύρθη εἰς τὴν ἐξοχήν. Ἡ ἀναχώρησις αὐτῆς ἦτο ὁ πρῶτος λόγος τῆς ἀλλαγῆς. [1304,816,1566,884]
esperanto-text: Παρακληθεὶς πρὸ τινων ἐτῶν ὁ Ἀνατολιστὴς νὰ ἐκτεθῇ τὴν ἐκφώνησιν τῆς Ἐσπεράντο, εἰς διεθνῆ γλῶσσαν ἐξετάσθη. Τὸ Διεθνὲς Συνέδριον ἀπεφάσισε τὴν καθιέρωσιν αὐτῆς ὡς γλώσσης συνεννοήσεως μεταξὺ τῶν ἐθνῶν. Ἐπὶ πολλὰ ἔτη ἠσχολήθησαν οἱ ἐπιστήμονες διὰ τὴν διάδοσιν αὐτῆς εἰς ὅλας τὰς χώρας. [40,588,356,693]
gynaikeia-text: Τὸ 1894 ἐδημοσιεύθη ἐν Λονδίνῳ ἀγγελία ἐπιζητοῦσα γυναῖκας κατάλληλους διὰ τὰς ὑπηρεσίας τοῦ οἴκου. [40,1723,356,1768]
weather-heading: Ὁ καιρὸς χθές [40,96,140,113]
stavropoulos-heading: ΣΤΑΥΡΟΠΟΥΛΟΣ ΚΑΙ ΠΑΠΑΔΑΚΟΣ [589,628,806,644]
dyo-text-b: Κύριε Διευθυντὰ τοῦ «Ἐμπρός». Ἐπιστρέψας ἐκ τοῦ μετώπου ἔχω τὴν τιμὴν νὰ σᾶς γνωρίσω περὶ τῆς ἀεροπορικῆς ἀποστολῆς τοῦ λοχίου ἀεροπόρου Σταυροπούλου Χρυσοστόμου, ὅστις τὴν 12ην Ἰουλίου ἐξετέλεσε τὴν ἐπικίνδυνον πτῆσιν ὑπεράνω τῶν ἐχθρικῶν γραμμῶν. Τὸ ἀεροπλάνον αὐτοῦ ἐπλήγη ὑπὸ τῶν πυρῶν, ἀλλὰ κατώρθωσε νὰ προσγειωθῇ σώως. [581,646,814,796]
poulountai-heading: ΠΩΛΟΥΝΤΑΙ [416,1739,522,1760]
serial-text: Τοιουτοτρόπως ἔλεγε τὴν πλάνην ἐν ᾧ ἀπόδοσις εἰς τὴν ἡμερησίαν τὴν σκιὰν τὴν ὁποίαν ἡ νεαρὰ γυνὴ ἐπήρχετο κατὰ τὴν διάρκειαν τοῦ γεύματος, καὶ τὴν εὐκολίαν μὲ τὴν ὁποίαν ἐδέχετο τὰς λέξεις. Ἡ σκέψις αὕτη τὴν ἐπίεζε καὶ δὲν ἠδύνατο νὰ ἐλευθερωθῇ ἀπ' αὐτῆς. [1304,236,1566,332]
pharmakon-heading: ΑΦΟΡΜΑΙ ΣΥΝΕΠΕΙΑ ΦΑΡΜΑΚΩΝ [403,929,535,960]
hellas-text: Ὁ ἀρχηγὸς τῆς Ἑλληνικῆς ἀποστολῆς παρὰ τῇ Κοινωνίᾳ τῶν Ἐθνῶν κ. Σπυρίδων ἀνεχώρησε διὰ Γενεύην. Αἱ συζητήσεις ἀναμένονται ἐνδιαφέρουσαι διὰ τὰ ζητήματα τῆς Ἀνατολῆς. [822,904,1055,986]
neon-caps: ΖΥΘΕΣΤΙΑΤΟΡΙΟΝ Ο «ΦΑΡΟΣ» [372,1680,566,1726]
meteor-heading: ΝΕΟΣ ΜΕΤΕΩΡΟΛΟΓΟΣ [123,1133,273,1148]
astro-text: Ἀνατολὴ ἡλίου 5. π. μ. 41 λ. Δύσις ἡλίου 7. μ. μ. 3 λ. Σελήνη 27 ἡμερῶν. [40,62,356,90]
divider [372,169,566,172]
divider [822,852,1055,853]
signature: Ἑνὸς Ἀεροπόρος [721,1394,814,1407]
skepsis-text: Τὴν μεσημβρίαν χθὲς εἰς τὴν Ἐθνικὴν Τράπεζαν συνῆλθον οἱ διοικηταὶ διὰ τὴν ἐξέτασιν τῶν οἰκονομικῶν ζητημάτων τῆς χώρας. [822,1121,1055,1176]
fortouna-name: Κ. ΦΟΡΤΟΥΝΑ [1330,1201,1540,1234]
naftikon-text: Καλοῦνται τοὺς ὑποψηφίους δοκίμους, οἵτινες ἐπιθυμοῦν νὰ μετάσχωσι τῶν εἰσιτηρίων ἐξετάσεων εἰς τὴν Σχολὴν Ναυτικῶν Δοκίμων, νὰ ὑποβάλωσι τὰ δικαιολογητικά. [1070,873,1289,955]
naftikon-heading: ΥΠΟΥΡΓΕΙΟΝ ΝΑΥΤΙΚΩΝ [1083,822,1276,839]
naftikon-date: Ἐν Ἀθήναις τῇ 6η Αὐγούστου 1922. [1090,959,1289,972]
divider [372,1733,566,1734]
serial-text: Τοιουτοτρόπως ἔλεγε τὴν πλάνην ἐν ᾧ ἀπόδοσις εἰς τὴν ἡμερησίαν τὴν σκιὰν τὴν ὁποίαν ἡ νεαρὰ γυνὴ ἐπήρχετο κατὰ τὴν διάρκειαν τοῦ γεύματος, καὶ τὴν εὐκολίαν μὲ τὴν ὁποίαν ἐδέχετο τὰς λέξεις. Ἡ σκέψις αὕτη τὴν ἐπίεζε καὶ δὲν ἠδύνατο νὰ ἐλευθερωθῇ ἀπ' αὐτῆς. [1304,138,1566,233]
fire-col-a [581,219,814,452]
hellenic-text: φέρει εἰς γνῶσιν τοῦ Σ. Κοινοῦ, ὅτι παρὰ τὰς ἐπανειλημμένας ἐνεργείας αὐτῆς διὰ τὴν ἱδρυσιν ἐπιτροπῆς, ἐξακολουθεῖ ἡ ἐργασία. Ἡ Ἑταιρεία φρονεῖ ὅτι μόνον ἡ κοινὴ συνεργασία θὰ φέρῃ τὸ ποθούμενον ἀποτέλεσμα. [372,296,566,405]
prosklisis-heading-1: Η ΠΡΟΣΚΛΗΣΙΣ [1120,376,1239,393]
divider [40,520,356,521]
syndrion-text: Μετὰ τὸν ἐπανεξέτασιν ἔλεγχον ἐπὶ τῆς ἐκ γένει πορείας τῆς Διοικητικῆς Ἐπιτροπῆς τῆς Διδασκαλικῆς Ὁμοσπονδίας, τὸ Συνέδριον ἐνέκρινε τὸ προγράμμα τῆς ἐργασίας. Ἐξελέγη νέα ἐπιτροπὴ ἀπαρτιζομένη ἐκ τῶν κ. κ. Τροφ. Παπαθανασίου καὶ Γεωργ. Φραγκίδου. [1070,57,1289,166]
serial-number: 53 [1304,37,1327,57]
archairesiai-text: Γενομένων ἀρχαιρεσιῶν εἰς τὸν Σύλλογον Ἐργατ. Κέντρου τοῦ κεντρικοῦ προσωπικοῦ τῶν Τ.Τ.Τ. ἐξελέγησαν οἱ κάτωθι: Πρόεδρος Σπυρ. Λεονδάκης, Γραμματεὺς Στυλιανὸς Θωμᾶς. [1070,619,1289,701]
stratiotikon-subheading: ΔΙΕΥΘΥΝΣΙΣ ΕΠΙΜΕΛΗΤΕΙΑΣ [1093,1027,1266,1040]
archairesiai-heading: ΑΡΧΑΙΡΕΣΙΑΙ [1129,596,1230,613]
stratiotikon-text: Διὰ τὴν προμήθειαν τῶν κάτωθι εἰδῶν τῆς Στρατ. Ὑπηρεσίας προκηρύσσεται διαγωνισμός. 1) Τὴν 30ήν Αὐγούστου 1922 καὶ ὥραν 11-12 διὰ τὴν προμήθειαν 500 μεταλλικῶν κλινῶν. 2) Τὴν 31ην Αὐγούστου διὰ τὴν προμήθειαν 200 σωματείων κλινῶν. [1070,1052,1289,1161]
fire-body [581,219,1055,452]
column-rule [364,34,366,2229]
astro-heading: ΑΣΤΡΟΝΟΜΙΚΑ [40,40,152,57]
skepsis-text: Τὴν μεσημβρίαν χθὲς εἰς τὴν Ἐθνικὴν Τράπεζαν συνῆλθον οἱ διοικηταὶ διὰ τὴν ἐξέτασιν τῶν οἰκονομικῶν ζητημάτων τῆς χώρας. [822,1179,1055,1234]
serial-text-2: Συλλογιζόμενος τὴν Κυρίαν δὲ Κανδάλ ὡς πιθανὴν ἐρωμένην, ἤρχισε νὰ προσέχῃ εἰς ὅλας τὰς λεπτομερείας τῆς ζωῆς της. Ἡ γνωριμία τῶν δύο ὑπῆρξε τυχαία καὶ ἀθώα, ἀλλ' ὁ χρόνος μετέβαλε τὴν φύσιν της. Ἡ Γαβριέλλα ἐξηκολούθει νὰ ζῇ ἐν τῷ κόσμῳ μὲ τὴν αὐτὴν μεγαλοπρέπειαν, ἀγνοοῦσα τὰς σκέψεις αἵτινες ἐγεννῶντο. [1304,704,1566,813]
divider [1070,589,1289,590]
divider [1070,369,1289,370]
neon-subheading: (Μετὰ τὸ τέρμα «Ἀχαρνῶν») [389,1667,549,1681]
etoimazetai-heading: ΕΤΟΙΜΑΖΕΤΑΙ [408,1584,530,1605]
hellas-heading-2: ΕΙΣ ΤΗΝ ΚΟΙΝΩΝΙΑΝ ΤΩΝ ΕΘΝΩΝ [833,886,1044,901]
